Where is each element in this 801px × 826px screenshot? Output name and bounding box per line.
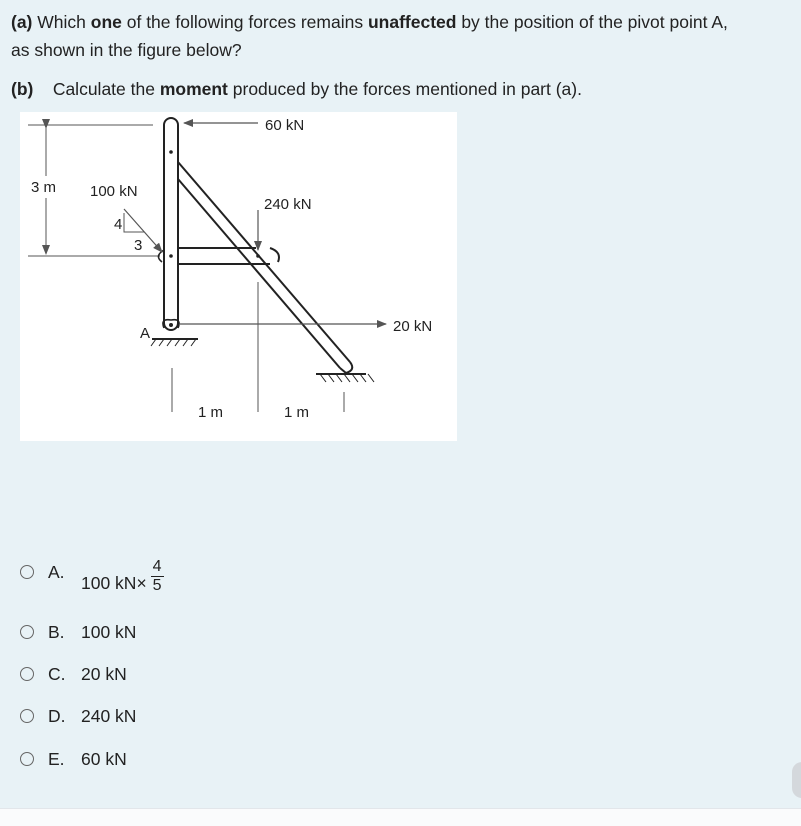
- left-column-member: [164, 118, 178, 330]
- force-100-arrow: [124, 209, 162, 252]
- dimension-3m-label: 3 m: [31, 179, 57, 196]
- radio-option-d[interactable]: [20, 709, 34, 723]
- part-b-bold-moment: moment: [159, 79, 228, 99]
- option-d[interactable]: [20, 704, 136, 728]
- option-d-letter: D.: [48, 706, 66, 726]
- question-part-b: [11, 77, 582, 101]
- option-c-letter: C.: [48, 664, 66, 684]
- option-e-text: 60 kN: [81, 749, 127, 769]
- part-a-label: (a): [11, 12, 33, 32]
- option-a-denominator: 5: [152, 576, 162, 594]
- option-a-letter: A.: [48, 562, 65, 582]
- radio-option-a[interactable]: [20, 565, 34, 579]
- part-b-text-1: Calculate the: [52, 79, 160, 99]
- part-a-text-2: of the following forces remains: [121, 12, 368, 32]
- force-240-label: 240 kN: [264, 196, 312, 213]
- force-100-label: 100 kN: [90, 183, 138, 200]
- dimension-1m-right-label: 1 m: [284, 404, 310, 421]
- part-b-label: (b): [11, 79, 34, 99]
- frame-diagram: [20, 112, 457, 441]
- radio-option-c[interactable]: [20, 667, 34, 681]
- option-c-text: 20 kN: [81, 664, 127, 684]
- option-a-text: [81, 557, 164, 595]
- option-e-letter: E.: [48, 749, 65, 769]
- option-b-letter: B.: [48, 622, 65, 642]
- radio-option-e[interactable]: [20, 752, 34, 766]
- option-a-fraction: [151, 558, 164, 595]
- question-part-a-line-2: as shown in the figure below?: [11, 40, 242, 60]
- part-b-text-2: produced by the forces mentioned in part (a).: [227, 79, 582, 99]
- option-e[interactable]: [20, 747, 127, 771]
- radio-option-b[interactable]: [20, 625, 34, 639]
- option-b[interactable]: [20, 620, 136, 644]
- option-a-numerator: 4: [152, 557, 162, 575]
- force-60-label: 60 kN: [265, 117, 305, 134]
- slope-4-label: 4: [114, 216, 123, 233]
- option-a[interactable]: [20, 557, 164, 594]
- option-c[interactable]: [20, 662, 127, 686]
- option-b-text: 100 kN: [81, 622, 137, 642]
- scroll-handle[interactable]: [792, 762, 801, 798]
- dimension-1m-left-label: 1 m: [198, 404, 224, 421]
- question-part-a-line-1: [11, 10, 728, 34]
- pivot-a-label: A: [140, 325, 151, 342]
- slope-triangle: [124, 213, 144, 232]
- part-a-text-1: Which: [37, 12, 91, 32]
- diagonal-member: [178, 162, 352, 373]
- option-a-value: 100 kN×: [81, 573, 147, 593]
- force-20-label: 20 kN: [393, 318, 433, 335]
- part-a-bold-one: one: [90, 12, 122, 32]
- part-a-bold-unaffected: unaffected: [367, 12, 457, 32]
- slope-3-label: 3: [134, 237, 143, 254]
- page-footer-strip: [0, 808, 801, 826]
- frame-figure: [20, 112, 457, 441]
- part-a-text-3: by the position of the pivot point A,: [456, 12, 728, 32]
- option-d-text: 240 kN: [81, 706, 137, 726]
